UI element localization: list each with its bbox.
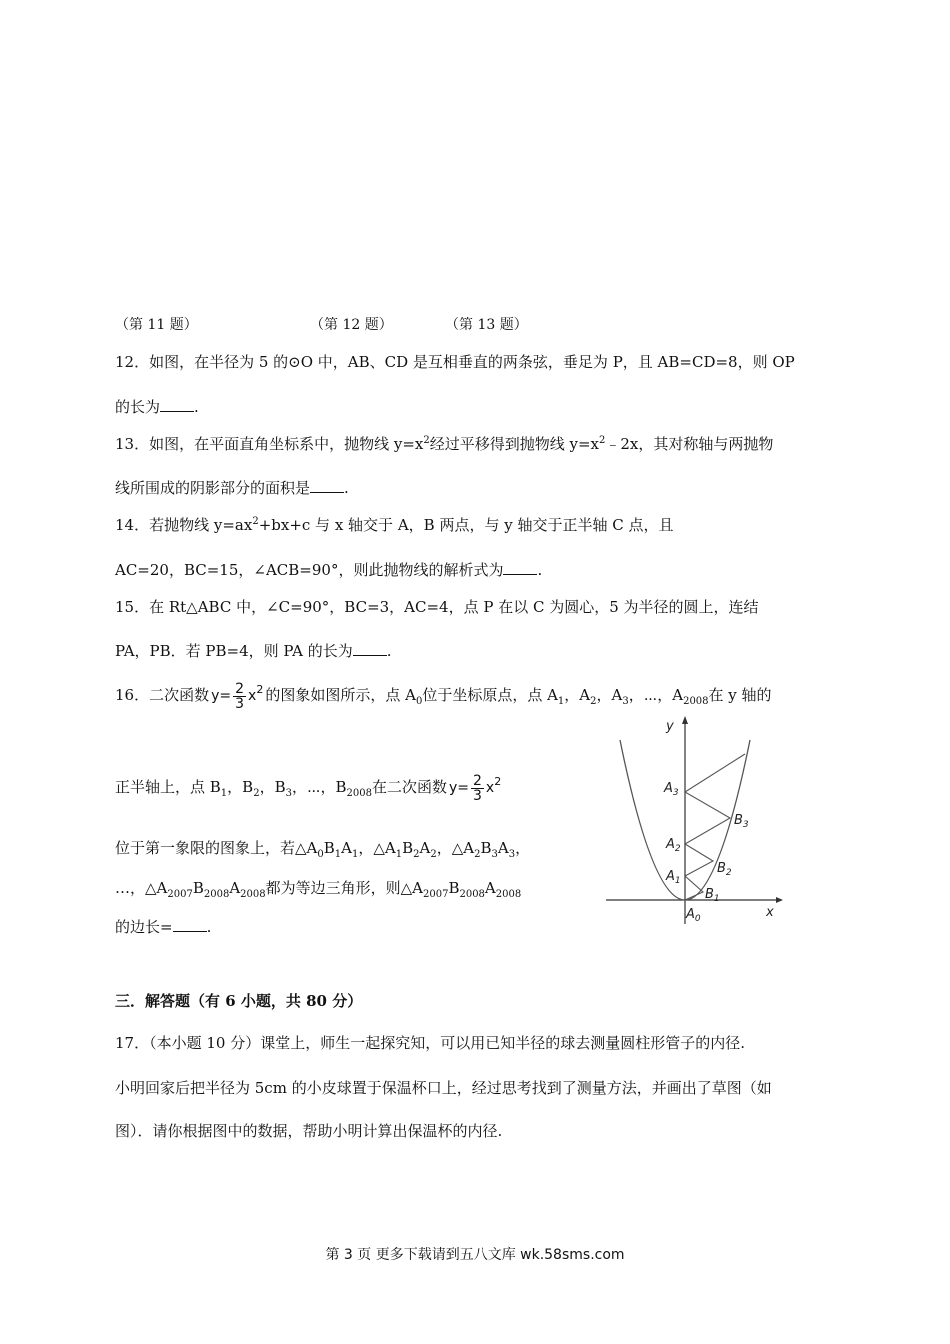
q16-text: ，△A	[436, 839, 475, 857]
label-letter: A	[664, 781, 673, 796]
label-sub: 3	[672, 788, 679, 798]
q16-text: 位于第一象限的图象上，若△A	[115, 839, 318, 857]
q13-text: 线所围成的阴影部分的面积是	[115, 479, 311, 497]
fraction-denominator: 3	[235, 695, 245, 712]
q13-tail: .	[344, 479, 349, 497]
q16-text-g: 在 y 轴的	[708, 686, 772, 704]
q16-line3	[115, 838, 530, 858]
label-letter: B	[734, 813, 743, 828]
formula-var: x	[485, 780, 495, 796]
q16-text: A	[484, 879, 496, 897]
subscript: 2008	[495, 889, 522, 900]
caption-q13: （第 13 题）	[445, 317, 528, 333]
caption-q11: （第 11 题）	[115, 317, 198, 333]
q13-text-a: 13．如图，在平面直角坐标系中，抛物线 y=x	[115, 435, 424, 453]
q16-text-d: ，A	[564, 686, 591, 704]
subscript: 1	[557, 696, 565, 707]
subscript: 2	[590, 696, 597, 707]
q14-text-a: 14．若抛物线 y=ax	[115, 516, 253, 534]
q13-line2	[115, 478, 349, 498]
subscript: 1	[220, 788, 228, 799]
q16-text: A	[419, 839, 431, 857]
subscript: 3	[491, 849, 498, 860]
x-axis-arrow	[776, 897, 783, 903]
fraction-numerator: 2	[473, 772, 482, 789]
label-sub: 1	[713, 894, 720, 904]
formula-var: x	[248, 688, 257, 704]
label-B3	[734, 813, 749, 830]
q16-text: 的边长=	[115, 918, 173, 936]
subscript: 2008	[240, 889, 266, 900]
fraction-denominator: 3	[473, 787, 482, 804]
answer-blank	[353, 641, 387, 656]
parabola-triangles-figure	[600, 712, 785, 928]
subscript: 2	[474, 849, 481, 860]
subscript: 3	[285, 788, 292, 799]
q16-line5	[115, 917, 211, 937]
q16-line4	[115, 878, 521, 898]
label-letter: B	[717, 861, 726, 876]
q14-line1	[115, 515, 673, 535]
subscript: 0	[415, 696, 423, 707]
q16-line2	[115, 770, 503, 805]
q16-text: B	[402, 839, 414, 857]
label-A1	[665, 869, 681, 886]
subscript: 2	[430, 849, 437, 860]
q16-text: B	[323, 839, 335, 857]
formula-lhs: y=	[448, 780, 469, 796]
q17-line3: 图）．请你根据图中的数据，帮助小明计算出保温杯的内径.	[115, 1122, 503, 1140]
q16-text-e: ，A	[596, 686, 623, 704]
subscript: 3	[508, 849, 516, 860]
q17-line1: 17．（本小题 10 分）课堂上，师生一起探究知，可以用已知半径的球去测量圆柱形管子的内径.	[115, 1034, 745, 1052]
q12-line1: 12．如图，在半径为 5 的⊙O 中，AB、CD 是互相垂直的两条弦，垂足为 P，且 AB=CD=8，则 OP	[115, 353, 795, 371]
subscript: 2008	[203, 889, 230, 900]
label-sub: 0	[694, 914, 701, 924]
label-B1	[705, 887, 720, 904]
q16-text-b: 的图象如图所示，点 A	[265, 686, 416, 704]
q16-text: B	[448, 879, 460, 897]
label-sub: 3	[742, 820, 749, 830]
q16-text: ，△A	[358, 839, 396, 857]
subscript: 3	[622, 696, 629, 707]
subscript: 2007	[422, 889, 449, 900]
answer-blank	[310, 478, 344, 493]
label-letter: B	[705, 887, 714, 902]
subscript: 2	[413, 849, 420, 860]
q14-tail: .	[537, 561, 543, 579]
q16-line1	[115, 678, 772, 713]
q12-tail: .	[194, 398, 199, 416]
subscript: 1	[395, 849, 403, 860]
q14-line2	[115, 560, 542, 580]
q16-text: …，△A	[115, 879, 168, 897]
q14-text-b: +bx+c 与 x 轴交于 A，B 两点，与 y 轴交于正半轴 C 点，且	[258, 516, 674, 534]
q15-tail: .	[386, 642, 392, 660]
q16-text-c: 位于坐标原点，点 A	[422, 686, 558, 704]
label-letter: A	[666, 869, 675, 884]
label-sub: 2	[674, 844, 681, 854]
y-label: y	[666, 719, 674, 734]
subscript: 2008	[683, 696, 709, 707]
q16-text: ，⋯，B	[291, 778, 347, 796]
q16-text: A	[497, 839, 509, 857]
subscript: 2007	[167, 889, 193, 900]
q16-tail: .	[206, 918, 212, 936]
formula-lhs: y=	[211, 688, 232, 704]
q12-text: 的长为	[115, 398, 161, 416]
answer-blank	[160, 397, 194, 412]
x-label: x	[766, 905, 774, 920]
q12-line2	[115, 397, 199, 417]
q17-line2: 小明回家后把半径为 5cm 的小皮球置于保温杯口上，经过思考找到了测量方法，并画出了草图（如	[115, 1079, 772, 1097]
label-sub: 1	[674, 876, 681, 886]
subscript: 2008	[346, 788, 372, 799]
q13-text-b: 经过平移得到抛物线 y=x	[429, 435, 600, 453]
q14-sup: 2	[252, 516, 259, 527]
q14-text: AC=20，BC=15，∠ACB=90°，则此抛物线的解析式为	[115, 561, 504, 579]
answer-blank	[173, 917, 207, 932]
q16-text-f: ，⋯，A	[628, 686, 684, 704]
answer-blank	[503, 560, 537, 575]
q16-text: 正半轴上，点 B	[115, 778, 221, 796]
q16-text: 都为等边三角形，则△A	[265, 879, 423, 897]
q16-text: B	[192, 879, 204, 897]
section-heading: 三．解答题（有 6 小题，共 80 分）	[115, 992, 363, 1010]
page-footer: 第 3 页 更多下载请到五八文库 wk.58sms.com	[325, 1247, 625, 1263]
label-A0	[685, 907, 701, 924]
quadratic-function-formula: y= $\frac{2}{3}$ x $^2$	[448, 772, 502, 804]
label-sub: 2	[725, 868, 732, 878]
subscript: 2	[253, 788, 260, 799]
quadratic-function-formula: y= $\frac{2}{3}$ x $^2$	[211, 680, 264, 712]
q16-text: 在二次函数	[371, 778, 447, 796]
q16-text: A	[229, 879, 241, 897]
q13-line1	[115, 434, 773, 454]
q13-sup: 2	[599, 435, 606, 446]
subscript: 1	[334, 849, 342, 860]
q13-sup: 2	[423, 435, 430, 446]
label-A3	[663, 781, 679, 798]
y-axis-arrow	[682, 716, 688, 724]
q15-line1: 15．在 Rt△ABC 中，∠C=90°，BC=3，AC=4，点 P 在以 C 为圆心，5 为半径的圆上，连结	[115, 598, 759, 616]
q16-text: ，B	[227, 778, 254, 796]
q16-text: ，B	[259, 778, 286, 796]
label-letter: A	[666, 837, 675, 852]
q16-text: B	[480, 839, 492, 857]
q16-text-a: 16．二次函数	[115, 686, 210, 704]
label-B2	[717, 861, 732, 878]
caption-q12: （第 12 题）	[310, 317, 393, 333]
fraction-numerator: 2	[235, 680, 245, 697]
q15-text: PA，PB．若 PB=4，则 PA 的长为	[115, 642, 353, 660]
subscript: 2008	[459, 889, 485, 900]
subscript: 1	[352, 849, 359, 860]
q16-text: ，	[515, 839, 531, 857]
label-letter: A	[686, 907, 695, 922]
label-A2	[665, 837, 681, 854]
q16-text: A	[341, 839, 352, 857]
q15-line2	[115, 641, 392, 661]
subscript: 0	[317, 849, 324, 860]
q13-text-c: ﹣2x，其对称轴与两抛物	[605, 435, 774, 453]
